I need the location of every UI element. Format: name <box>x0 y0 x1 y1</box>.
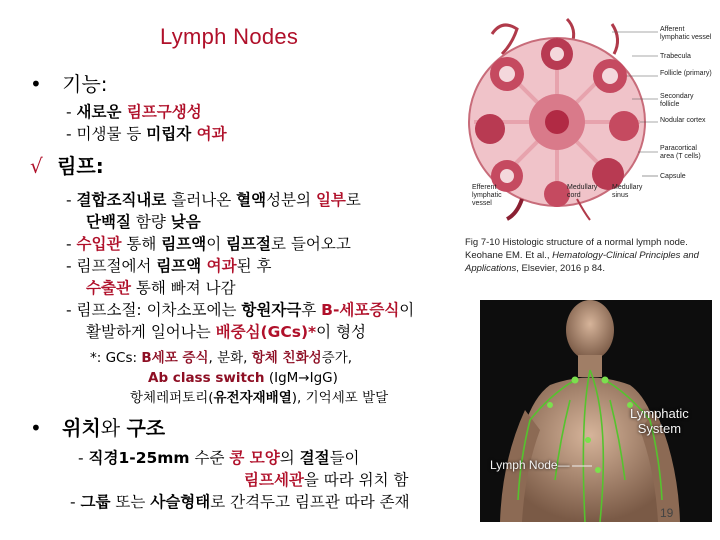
location-section <box>30 412 490 513</box>
page-number: 19 <box>660 506 674 520</box>
gcs-footnote <box>90 348 470 408</box>
figure-label: Afferent lymphatic vessel <box>660 26 712 41</box>
lymphatic-system-photo <box>480 300 712 522</box>
bullet-icon: • <box>30 72 42 96</box>
location-heading-row: • 위치와 구조 <box>30 416 166 440</box>
lymph-item: - 림프절에서 림프액 여과된 후 <box>66 257 272 275</box>
lymphatic-system-label: Lymphatic System <box>630 406 689 436</box>
location-item: 림프세관을 따라 위치 함 <box>244 471 409 489</box>
slide-title: Lymph Nodes <box>160 24 299 49</box>
figure-label: Efferent lymphatic vessel <box>472 184 502 207</box>
footnote-line: 항체레퍼토리(유전자재배열), 기억세포 발달 <box>130 390 389 406</box>
lymph-item: - 수입관 통해 림프액이 림프절로 들어오고 <box>66 235 351 253</box>
figure-label: Nodular cortex <box>660 117 706 124</box>
figure-label: Trabecula <box>660 53 691 60</box>
figure-label: Paracortical area (T cells) <box>660 145 701 160</box>
figure-caption: Fig 7-10 Histologic structure of a normal lymph node. Keohane EM. Et al., Hematology-Clinical Principles and Applications, Elsevier, 2016 p 84. <box>465 237 699 274</box>
location-item: - 직경1-25mm 수준 콩 모양의 결절들이 <box>78 449 360 467</box>
figure-label: Capsule <box>660 173 686 180</box>
figure-label: Medullary sinus <box>612 184 643 199</box>
footnote-line: *: GCs: B세포 증식, 분화, 항체 친화성증가, <box>90 350 353 366</box>
figure-label: Medullary cord <box>567 184 598 199</box>
location-item: - 그룹 또는 사슬형태로 간격두고 림프관 따라 존재 <box>70 493 410 511</box>
function-heading-row <box>30 68 450 97</box>
function-heading-colon: : <box>100 72 108 96</box>
function-item: - 미생물 등 미립자 여과 <box>66 125 227 143</box>
function-section <box>30 68 450 145</box>
lymph-node-histology-figure <box>462 14 712 224</box>
lymph-heading: 림프: <box>57 154 104 178</box>
function-heading: 기능 <box>62 72 101 96</box>
lymph-heading-row <box>30 150 490 179</box>
bullet-icon: • <box>30 416 42 440</box>
footnote-line: Ab class switch (IgM→IgG) <box>148 370 338 386</box>
lymph-section <box>30 150 490 343</box>
lymph-item: 수출관 통해 빠져 나감 <box>86 279 236 297</box>
lymph-node-body-illustration <box>469 38 645 207</box>
lymph-item: 단백질 함량 낮음 <box>86 213 201 231</box>
function-item: - 새로운 림프구생성 <box>66 103 202 121</box>
figure-label: Secondary follicle <box>660 93 694 108</box>
lymph-item: 활발하게 일어나는 배중심(GCs)*이 형성 <box>86 323 367 341</box>
lymph-item: - 결합조직내로 흘러나온 혈액성분의 일부로 <box>66 191 361 209</box>
check-mark-icon: √ <box>30 154 43 178</box>
figure-label: Follicle (primary) <box>660 70 712 77</box>
lymph-item: - 림프소절: 이차소포에는 항원자극후 B-세포증식이 <box>66 301 415 319</box>
lymph-node-label: Lymph Node— <box>490 458 570 472</box>
